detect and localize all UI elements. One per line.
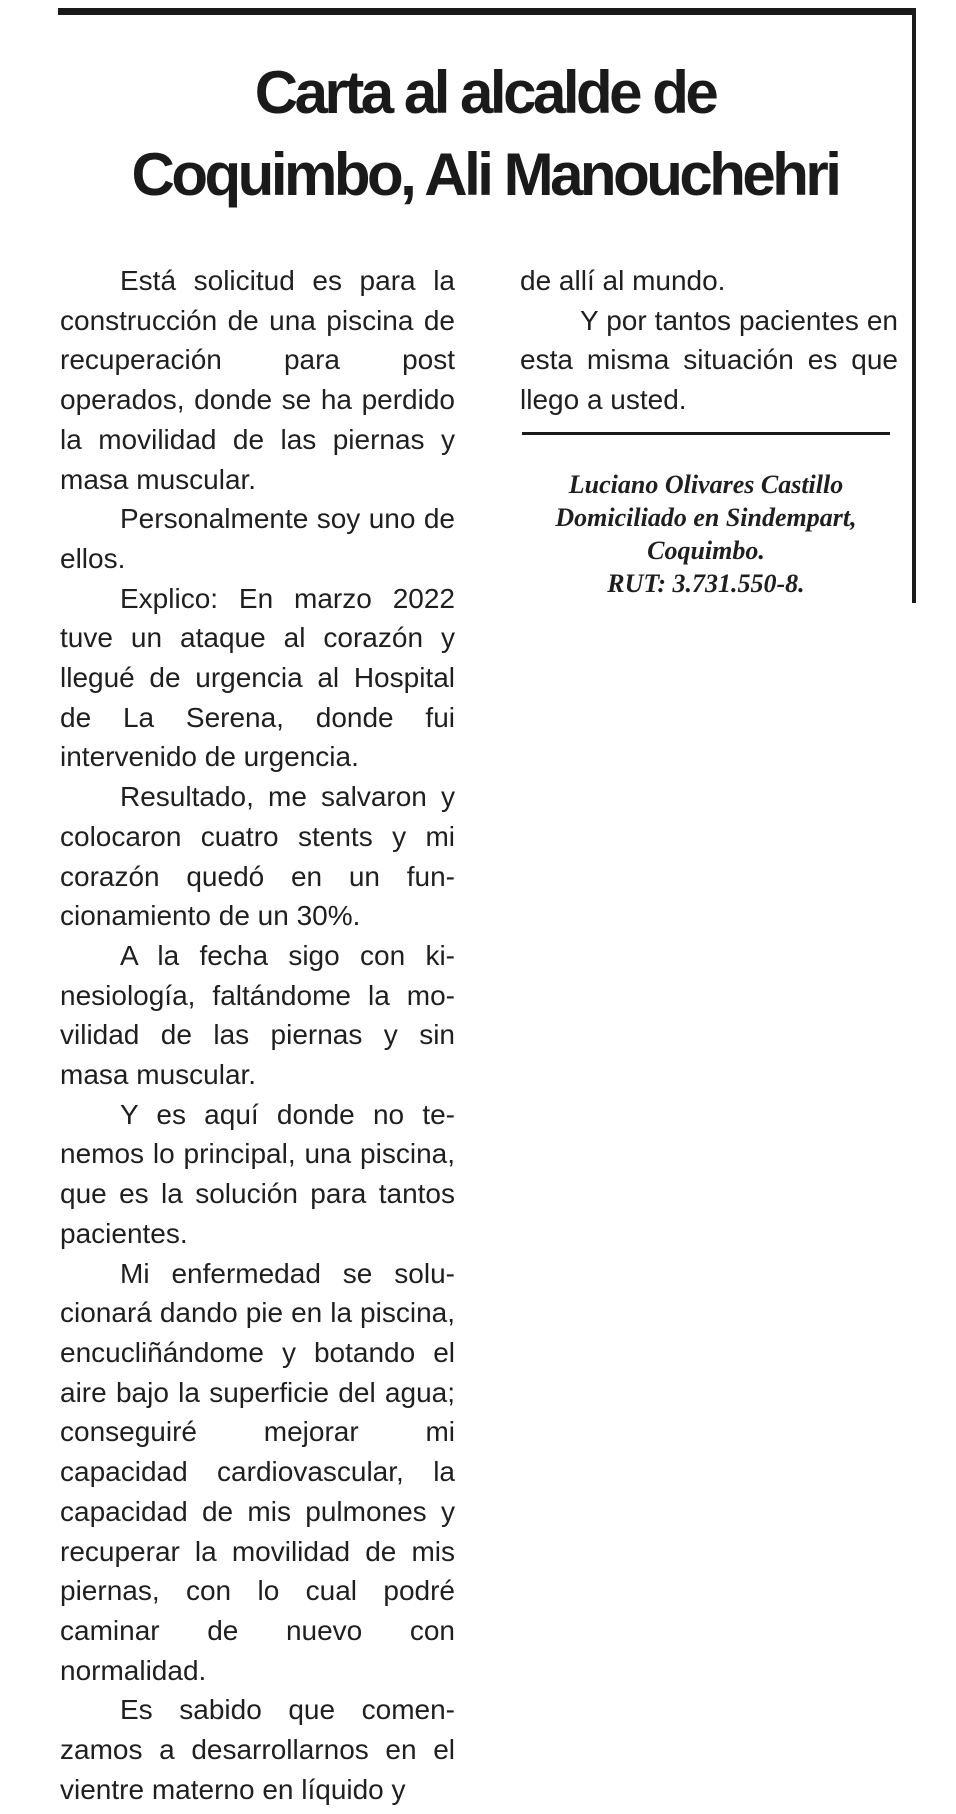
right-border-rule: [912, 8, 916, 603]
paragraph-personal: Personalmente soy uno de ellos.: [60, 503, 455, 574]
signature-divider: [522, 432, 890, 435]
headline-line-2: Coquimbo, Ali Manouchehri: [131, 141, 839, 208]
signature-address: Domiciliado en Sindempart,: [555, 503, 857, 532]
headline: [60, 52, 910, 216]
headline-line-1: Carta al alcalde de: [254, 59, 716, 126]
paragraph-request: Está solicitud es para la construcción de una piscina de recuperación para post operados, donde se ha perdido la movilidad de las piernas y masa muscular.: [60, 265, 455, 495]
signature-name: Luciano Olivares Castillo: [568, 470, 844, 499]
signature-city: Coquimbo.: [647, 536, 765, 565]
paragraph-closing: Y por tantos pacientes en esta misma situación es que llego a usted.: [520, 304, 898, 416]
paragraph-continuation: de allí al mundo.: [520, 265, 726, 296]
paragraph-womb: Es sabido que comenzamos a desarrollarnos en el vientre materno en líquido y: [60, 1694, 455, 1805]
top-border-rule: [58, 8, 916, 15]
paragraph-result: Resultado, me salvaron y colocaron cuatro stents y mi corazón quedó en un funcionamiento de un 30%.: [60, 781, 455, 932]
paragraph-explanation: Explico: En marzo 2022 tuve un ataque al corazón y llegué de urgencia al Hospital de La Serena, donde fui intervenido de urgencia.: [60, 582, 455, 773]
paragraph-therapy: A la fecha sigo con kinesiología, faltándome la movilidad de las piernas y sin masa muscular.: [60, 939, 455, 1091]
paragraph-need: Y es aquí donde no tenemos lo principal, una piscina, que es la solución para tantos pacientes.: [60, 1098, 455, 1249]
signature-rut: RUT: 3.731.550-8.: [607, 569, 805, 598]
right-column: [520, 261, 898, 420]
signature-block: [510, 468, 902, 600]
paragraph-treatment: Mi enfermedad se solucionará dando pie en la piscina, encucliñándome y botando el aire bajo la superficie del agua; conseguiré mejorar mi capacidad cardiovascular, la capacidad de mis pulmones y recuperar la movilidad de mis piernas, con lo cual podré caminar de nuevo con normalidad.: [60, 1257, 455, 1686]
left-column: [60, 261, 455, 1809]
